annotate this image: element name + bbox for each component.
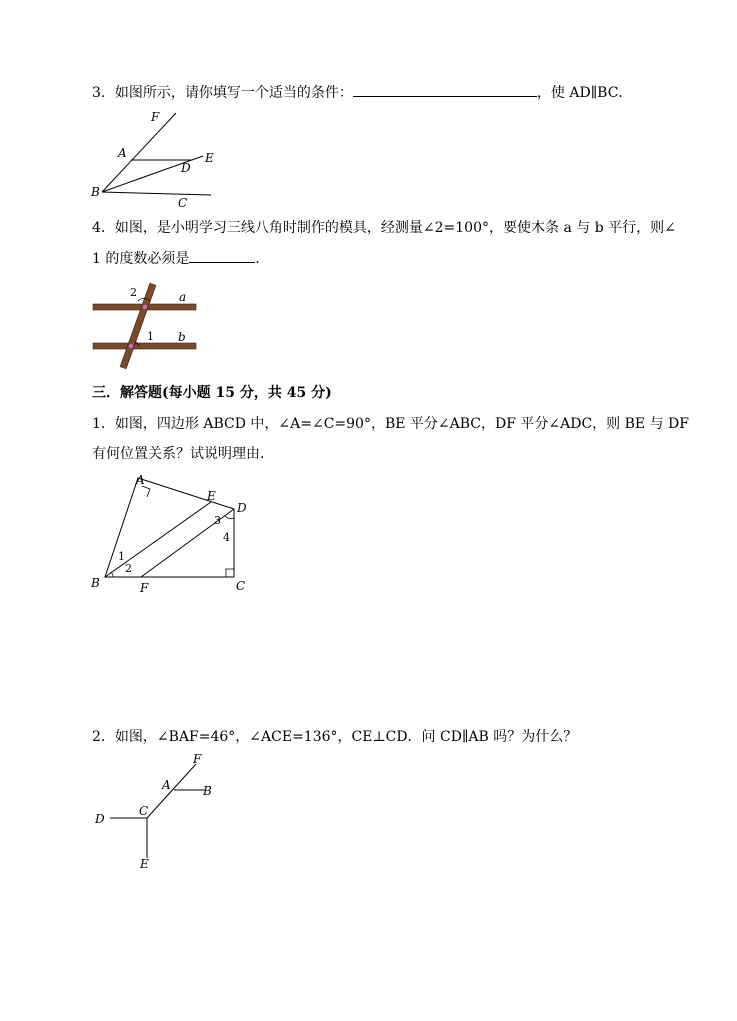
label-A: A	[118, 146, 127, 160]
question-4-line1: 4．如图，是小明学习三线八角时制作的模具，经测量∠2=100°，要使木条 a 与 b 平行，则∠	[92, 220, 676, 236]
label-E: E	[207, 489, 216, 503]
problem-2-line1: 2．如图，∠BAF=46°，∠ACE=136°，CE⊥CD．问 CD∥AB 吗？为什么？	[92, 729, 578, 745]
label-E: E	[140, 857, 149, 871]
label-D: D	[181, 161, 191, 175]
label-b: b	[178, 330, 186, 344]
problem-1-line2: 有何位置关系？试说明理由．	[92, 446, 274, 462]
label-angle-3: 3	[214, 514, 221, 527]
label-F: F	[193, 752, 202, 766]
label-C: C	[236, 579, 246, 593]
label-a: a	[179, 290, 187, 304]
label-angle-2: 2	[130, 286, 137, 299]
pin-top	[143, 305, 147, 309]
label-angle-2: 2	[125, 562, 132, 575]
problem-1-line1: 1．如图，四边形 ABCD 中，∠A=∠C=90°，BE 平分∠ABC，DF 平分∠ADC，则 BE 与 DF	[92, 416, 689, 432]
figure-p1	[85, 470, 260, 600]
label-B: B	[91, 185, 100, 199]
figure-q3	[85, 108, 225, 213]
label-D: D	[95, 812, 105, 826]
label-F: F	[151, 110, 160, 124]
section-heading: 三．解答题(每小题 15 分，共 45 分)	[92, 385, 332, 401]
label-B: B	[91, 576, 100, 590]
label-angle-1: 1	[118, 550, 125, 563]
question-3-pre: 3．如图所示，请你填写一个适当的条件：	[92, 85, 353, 101]
figure-p2	[90, 750, 230, 875]
label-A: A	[162, 778, 171, 792]
label-F: F	[140, 581, 149, 595]
question-4-line2	[92, 248, 269, 269]
label-C: C	[178, 196, 188, 210]
label-D: D	[237, 501, 247, 515]
question-3-text	[92, 82, 632, 103]
label-B: B	[203, 784, 212, 798]
label-E: E	[205, 151, 214, 165]
question-4-pre: 1 的度数必须是	[92, 251, 190, 267]
label-C: C	[139, 804, 149, 818]
answer-blank-q4[interactable]	[189, 248, 255, 263]
label-A: A	[136, 473, 145, 487]
pin-bottom	[129, 344, 133, 348]
question-3-post: ，使 AD∥BC．	[536, 85, 633, 101]
figure-q4	[90, 280, 200, 375]
answer-blank-q3[interactable]	[353, 82, 537, 97]
label-angle-4: 4	[223, 531, 230, 544]
question-4-post: ．	[255, 251, 270, 267]
label-angle-1: 1	[147, 330, 154, 343]
